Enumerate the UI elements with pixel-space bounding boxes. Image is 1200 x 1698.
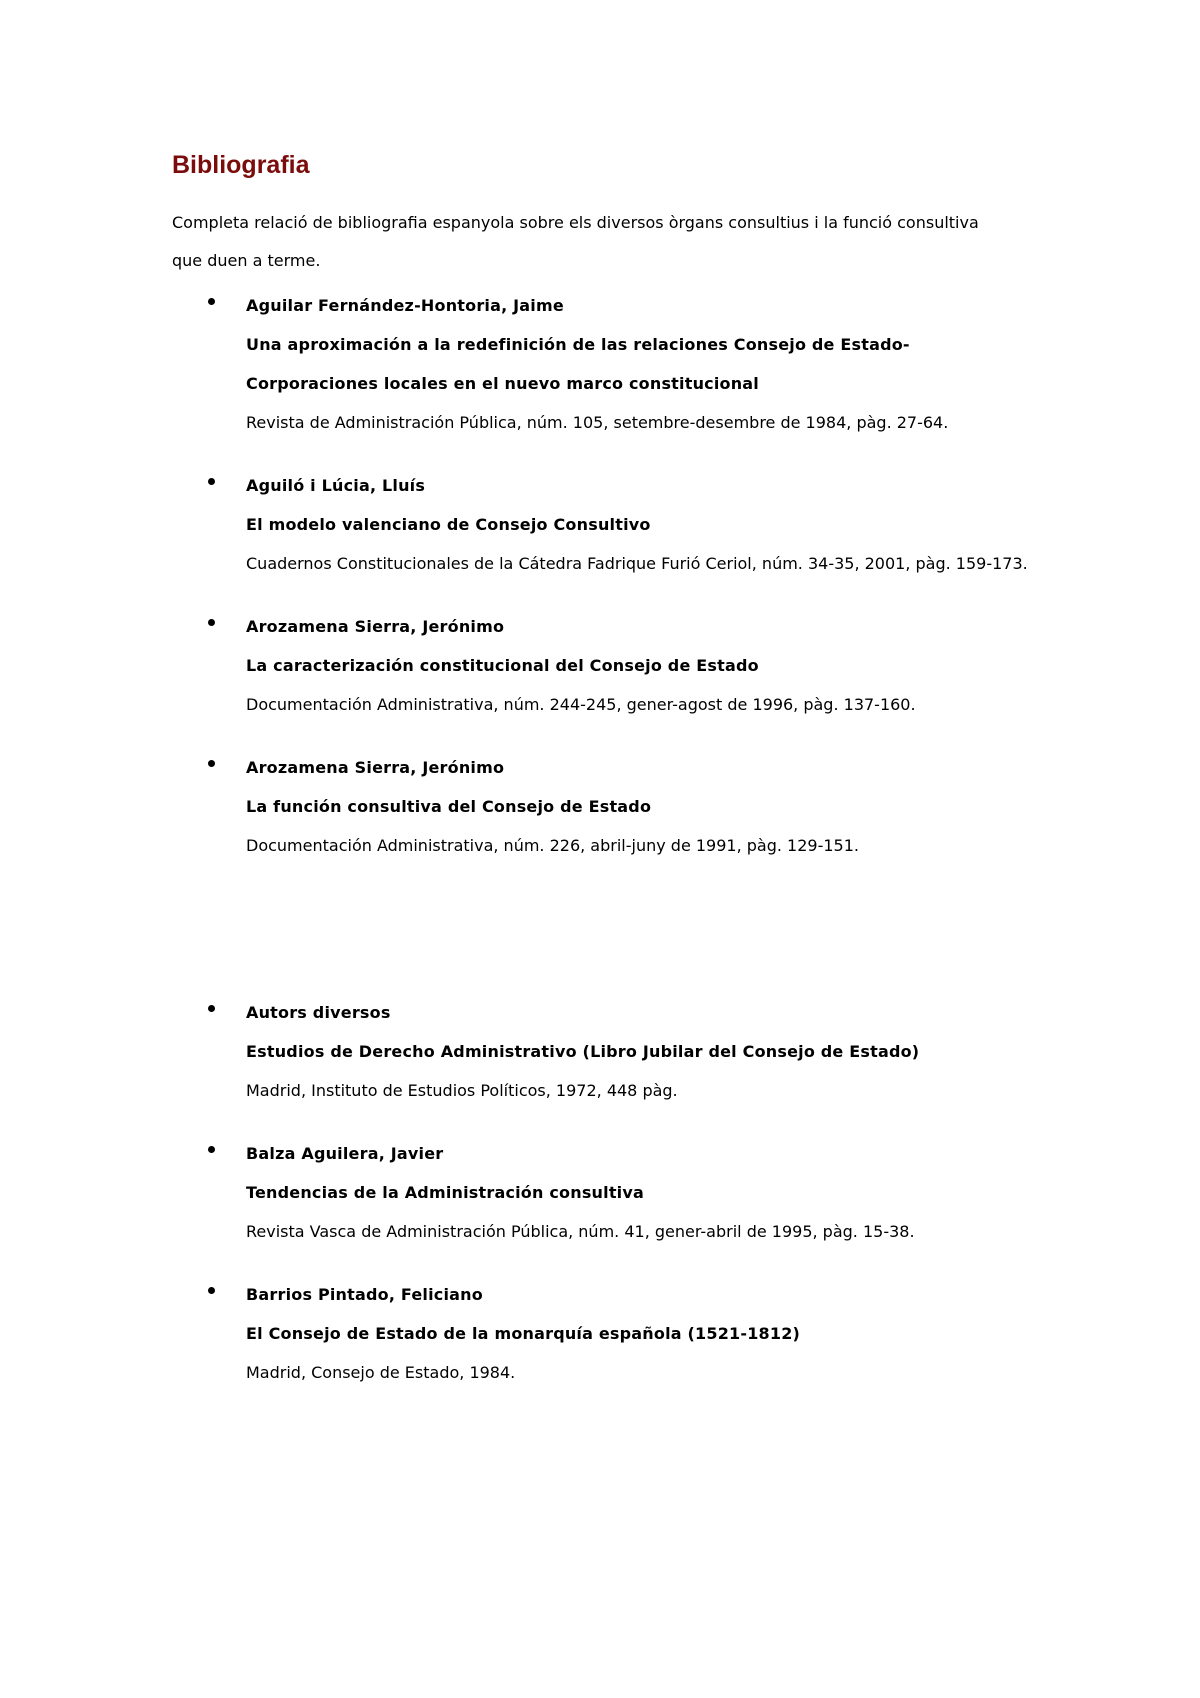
bibliography-entry [172,748,1072,865]
entry-work-title: Estudios de Derecho Administrativo (Libro Jubilar del Consejo de Estado) [246,1042,920,1061]
bibliography-entry [172,1275,1072,1392]
entry-work-title: La caracterización constitucional del Consejo de Estado [246,656,759,675]
entry-source: Madrid, Instituto de Estudios Políticos, 1972, 448 pàg. [246,1081,678,1100]
entry-work-title: El Consejo de Estado de la monarquía española (1521-1812) [246,1324,801,1343]
bullet-icon [208,760,215,767]
bullet-icon [208,619,215,626]
bibliography-entry [172,1134,1072,1251]
entry-source: Madrid, Consejo de Estado, 1984. [246,1363,516,1382]
entry-source: Revista Vasca de Administración Pública, núm. 41, gener-abril de 1995, pàg. 15-38. [246,1222,915,1241]
entry-source: Revista de Administración Pública, núm. 105, setembre-desembre de 1984, pàg. 27-64. [246,413,949,432]
entry-work-title: Una aproximación a la redefinición de las relaciones Consejo de Estado-Corporaciones locales en el nuevo marco constitucional [246,335,910,393]
entry-author: Arozamena Sierra, Jerónimo [246,758,505,777]
entry-source: Cuadernos Constitucionales de la Cátedra Fadrique Furió Ceriol, núm. 34-35, 2001, pàg. 159-173. [246,554,1028,573]
intro-paragraph: Completa relació de bibliografia espanyola sobre els diversos òrgans consultius i la funció consultiva que duen a terme. [172,213,979,270]
bibliography-entry [172,607,1072,724]
entry-author: Balza Aguilera, Javier [246,1144,444,1163]
bullet-icon [208,478,215,485]
entry-source: Documentación Administrativa, núm. 226, abril-juny de 1991, pàg. 129-151. [246,836,859,855]
bullet-icon [208,1005,215,1012]
entry-author: Arozamena Sierra, Jerónimo [246,617,505,636]
bullet-icon [208,298,215,305]
page-title: Bibliografia [172,151,310,179]
entry-work-title: El modelo valenciano de Consejo Consultivo [246,515,651,534]
bullet-icon [208,1146,215,1153]
bibliography-entry [172,466,1072,583]
entry-work-title: La función consultiva del Consejo de Estado [246,797,652,816]
bibliography-list [172,286,1072,1392]
entry-author: Autors diversos [246,1003,391,1022]
entry-source: Documentación Administrativa, núm. 244-245, gener-agost de 1996, pàg. 137-160. [246,695,916,714]
bibliography-entry [172,993,1072,1110]
bullet-icon [208,1287,215,1294]
entry-author: Barrios Pintado, Feliciano [246,1285,483,1304]
document-page [172,150,1072,1416]
bibliography-entry [172,286,1072,442]
entry-author: Aguilar Fernández-Hontoria, Jaime [246,296,564,315]
entry-work-title: Tendencias de la Administración consultiva [246,1183,644,1202]
entry-author: Aguiló i Lúcia, Lluís [246,476,426,495]
